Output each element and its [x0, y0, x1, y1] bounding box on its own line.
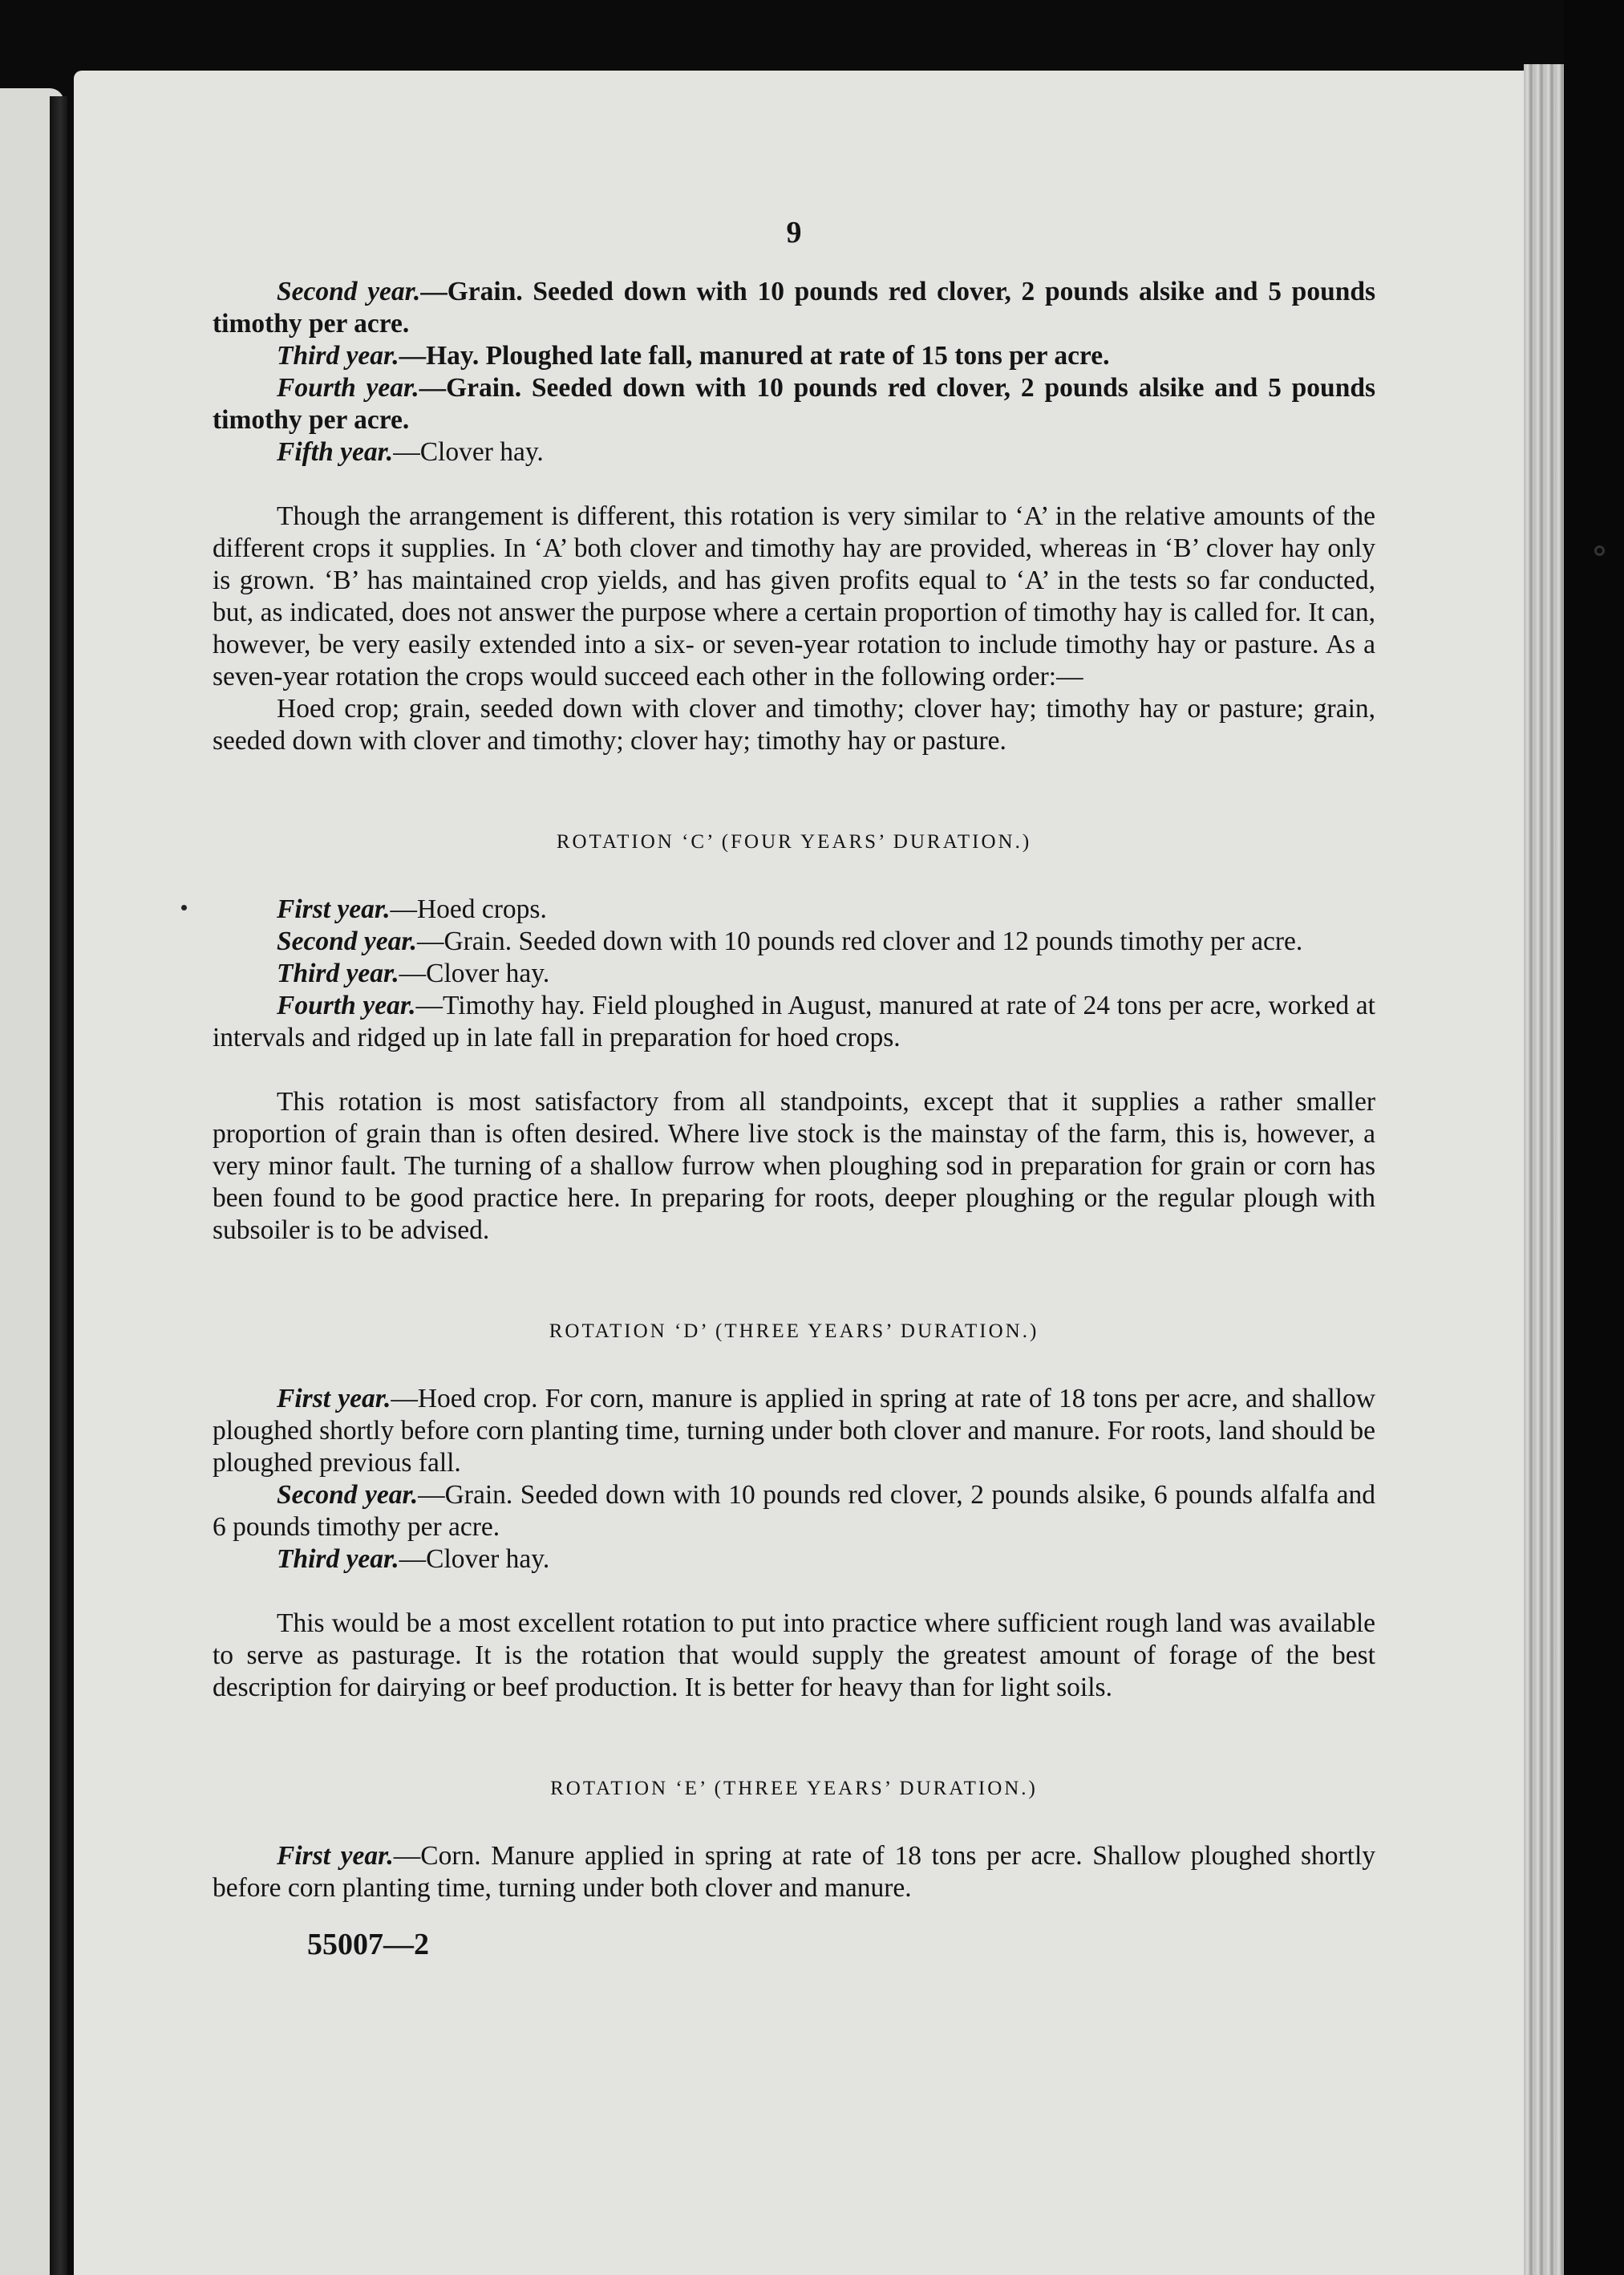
rotation-c-years [213, 894, 1375, 1054]
year-entry: First year.—Corn. Manure applied in spring at rate of 18 tons per acre. Shallow ploughed shortly before corn planting time, turning under both clover and manure. [213, 1841, 1375, 1903]
year-entry: First year.—Hoed crops. [277, 894, 547, 924]
page-number: 9 [786, 216, 802, 249]
page-content [213, 217, 1375, 1961]
section-heading-rotation-d: ROTATION ‘D’ (THREE YEARS’ DURATION.) [549, 1320, 1039, 1342]
printer-signature-mark: 55007—2 [307, 1928, 429, 1961]
year-entry: Second year.—Grain. Seeded down with 10 pounds red clover, 2 pounds alsike and 5 pounds timothy per acre. [213, 277, 1375, 339]
year-entry: Second year.—Grain. Seeded down with 10 pounds red clover and 12 pounds timothy per acre. [277, 927, 1303, 956]
year-entry: Second year.—Grain. Seeded down with 10 pounds red clover, 2 pounds alsike, 6 pounds alfalfa and 6 pounds timothy per acre. [213, 1480, 1375, 1542]
speck-dot [181, 905, 187, 910]
year-entry: Fourth year.—Grain. Seeded down with 10 pounds red clover, 2 pounds alsike and 5 pounds timothy per acre. [213, 373, 1375, 435]
speck-ring [1594, 545, 1605, 556]
year-entry: Third year.—Hay. Ploughed late fall, manured at rate of 15 tons per acre. [277, 341, 1110, 371]
year-entry: Fourth year.—Timothy hay. Field ploughed in August, manured at rate of 24 tons per acre, worked at intervals and ridged up in late fall in preparation for hoed crops. [213, 991, 1375, 1052]
year-entry: Third year.—Clover hay. [277, 959, 550, 988]
body-paragraph: This would be a most excellent rotation to put into practice where sufficient rough land was available to serve as pasturage. It is the rotation that would supply the greatest amount of forage of the best description for dairying or beef production. It is better for heavy than for light soils. [213, 1608, 1375, 1702]
right-page-stack [1524, 64, 1564, 2275]
book-spine-shadow [50, 96, 67, 2275]
year-entry: Fifth year.—Clover hay. [277, 437, 544, 467]
rotation-b-years [213, 276, 1375, 468]
body-paragraph: Hoed crop; grain, seeded down with clover and timothy; clover hay; timothy hay or pasture; grain, seeded down with clover and timothy; clover hay; timothy hay or pasture. [213, 694, 1375, 756]
year-entry: Third year.—Clover hay. [277, 1544, 550, 1574]
right-background [1564, 0, 1624, 2275]
body-paragraph: Though the arrangement is different, this rotation is very similar to ‘A’ in the relative amounts of the different crops it supplies. In ‘A’ both clover and timothy hay are provided, whereas in ‘B’ clover hay only is grown. ‘B’ has maintained crop yields, and has given profits equal to ‘A’ in the tests so far conducted, but, as indicated, does not answer the purpose where a certain proportion of timothy hay is called for. It can, however, be very easily extended into a six- or seven-year rotation to include timothy hay or pasture. As a seven-year rotation the crops would succeed each other in the following order:— [213, 501, 1375, 691]
body-paragraph: This rotation is most satisfactory from all standpoints, except that it supplies a rather smaller proportion of grain than is often desired. Where live stock is the mainstay of the farm, this is, however, a very minor fault. The turning of a shallow furrow when ploughing sod in preparation for grain or corn has been found to be good practice here. In preparing for roots, deeper ploughing or the regular plough with subsoiler is to be advised. [213, 1087, 1375, 1245]
rotation-e-years [213, 1840, 1375, 1904]
rotation-d-years [213, 1383, 1375, 1575]
section-heading-rotation-c: ROTATION ‘C’ (FOUR YEARS’ DURATION.) [556, 831, 1032, 853]
year-entry: First year.—Hoed crop. For corn, manure is applied in spring at rate of 18 tons per acre, and shallow ploughed shortly before corn planting time, turning under both clover and manure. For roots, land should be ploughed previous fall. [213, 1384, 1375, 1478]
section-heading-rotation-e: ROTATION ‘E’ (THREE YEARS’ DURATION.) [550, 1778, 1038, 1799]
